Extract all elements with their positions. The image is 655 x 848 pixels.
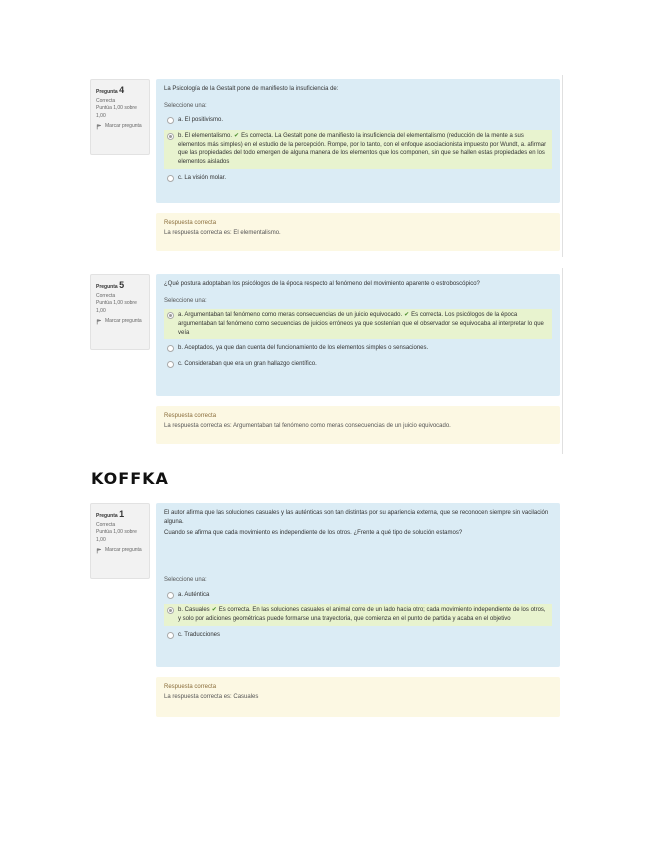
flag-label: Marcar pregunta: [105, 318, 142, 324]
flag-icon: [96, 124, 102, 130]
question-info: [90, 79, 150, 155]
radio-button[interactable]: [167, 592, 174, 599]
option-text: b. Aceptados, ya que dan cuenta del funcionamiento de los elementos simples o sensaciones.: [178, 345, 429, 352]
feedback-box: [156, 213, 560, 251]
answer-prefix: La respuesta correcta es:: [164, 422, 232, 429]
select-prompt: Seleccione una:: [164, 297, 207, 304]
question-score: Puntúa 1,00 sobre 1,00: [96, 105, 137, 119]
question-1: [90, 503, 560, 719]
radio-button[interactable]: [167, 175, 174, 182]
flag-question-button[interactable]: [96, 318, 145, 326]
option-text: b. El elementalismo.: [178, 133, 233, 140]
question-info: [90, 503, 150, 579]
question-text-2: Cuando se afirma que cada movimiento es independiente de los otros. ¿Frente a qué tipo de solución estamos?: [164, 530, 463, 537]
radio-button[interactable]: [167, 117, 174, 124]
flag-label: Marcar pregunta: [105, 123, 142, 129]
option-text: c. La visión molar.: [178, 174, 227, 181]
feedback-title: Respuesta correcta: [164, 684, 217, 690]
flag-label: Marcar pregunta: [105, 547, 142, 553]
answer-prefix: La respuesta correcta es:: [164, 229, 232, 236]
flag-icon: [96, 548, 102, 554]
option-feedback: Es correcta. En las soluciones casuales el animal corre de un lado hacia otro; cada movimiento independiente de los otros, y solo por adiciones geométricas puede formarse una trayectoria, que comienza en el punto de partida y acaba en el objetivo: [178, 607, 546, 623]
checkmark-icon: ✔: [211, 607, 217, 614]
feedback-box: [156, 677, 560, 717]
option-feedback: Es correcta. La Gestalt pone de manifiesto la insuficiencia del elementalismo (reducción de la mente a sus elementos más simples) en el estudio de la percepción. Rompe, por lo tanto, con el enfoque asociacionista impuesto por Wundt, a. afirmar que las propiedades del todo emergen de alguna manera de los elementos que los componen, sin que se hallen estas propiedades en los elementos aislados: [178, 133, 547, 166]
radio-button[interactable]: [167, 345, 174, 352]
question-content: [156, 503, 560, 667]
radio-button[interactable]: [167, 312, 174, 319]
select-prompt: Seleccione una:: [164, 577, 207, 584]
correct-answer: Argumentaban tal fenómeno como meras consecuencias de un juicio equivocado.: [233, 422, 451, 429]
answer-option-correct[interactable]: [164, 604, 552, 625]
answer-option[interactable]: [164, 114, 552, 127]
radio-button[interactable]: [167, 607, 174, 614]
radio-button[interactable]: [167, 133, 174, 140]
correct-answer: El elementalismo.: [233, 229, 281, 236]
checkmark-icon: ✔: [234, 133, 240, 140]
option-text: a. Auténtica: [178, 591, 210, 598]
answer-option[interactable]: [164, 172, 552, 185]
radio-button[interactable]: [167, 632, 174, 639]
question-status: Correcta: [96, 292, 116, 299]
flag-question-button[interactable]: [96, 123, 145, 131]
feedback-title: Respuesta correcta: [164, 413, 217, 419]
divider: [562, 75, 563, 257]
answer-prefix: La respuesta correcta es:: [164, 693, 232, 700]
answer-option[interactable]: [164, 358, 552, 371]
section-heading: KOFFKA: [91, 469, 169, 488]
answer-option[interactable]: [164, 629, 552, 642]
answer-option[interactable]: [164, 589, 552, 602]
feedback-title: Respuesta correcta: [164, 220, 217, 226]
question-content: [156, 274, 560, 396]
question-status: Correcta: [96, 97, 116, 104]
question-number: Pregunta 5: [96, 280, 125, 290]
option-feedback: Es correcta. Los psicólogos de la época argumentaban tal fenómeno como secuencias de juicios erróneos ya que sostenían que el observador se equivocaba al interpretar lo que veía: [178, 312, 544, 336]
answer-option[interactable]: [164, 342, 552, 355]
correct-answer: Casuales: [233, 693, 259, 700]
option-text: a. El positivismo.: [178, 117, 224, 124]
option-text: a. Argumentaban tal fenómeno como meras consecuencias de un juicio equivocado.: [178, 312, 403, 319]
question-status: Correcta: [96, 521, 116, 528]
question-number: Pregunta 4: [96, 85, 125, 95]
question-score: Puntúa 1,00 sobre 1,00: [96, 300, 137, 314]
checkmark-icon: ✔: [404, 312, 410, 319]
question-number: Pregunta 1: [96, 509, 125, 519]
question-text: El autor afirma que las soluciones casuales y las auténticas son tan distintas por su apariencia externa, que se reconocen siempre sin vacilación alguna.: [164, 510, 549, 525]
radio-button[interactable]: [167, 361, 174, 368]
question-info: [90, 274, 150, 350]
question-content: [156, 79, 560, 203]
option-text: b. Casuales: [178, 607, 210, 614]
flag-icon: [96, 319, 102, 325]
answer-option-correct[interactable]: [164, 309, 552, 339]
select-prompt: Seleccione una:: [164, 102, 207, 109]
question-score: Puntúa 1,00 sobre 1,00: [96, 529, 137, 543]
feedback-box: [156, 406, 560, 444]
question-4: [90, 79, 560, 251]
divider: [562, 268, 563, 454]
question-text: ¿Qué postura adoptaban los psicólogos de la época respecto al fenómeno del movimiento aparente o estroboscópico?: [164, 281, 480, 287]
question-text: La Psicología de la Gestalt pone de manifiesto la insuficiencia de:: [164, 86, 339, 92]
option-text: c. Consideraban que era un gran hallazgo científico.: [178, 361, 317, 368]
option-text: c. Traducciones: [178, 631, 221, 638]
answer-option-correct[interactable]: [164, 130, 552, 169]
flag-question-button[interactable]: [96, 547, 145, 555]
question-5: [90, 274, 560, 446]
